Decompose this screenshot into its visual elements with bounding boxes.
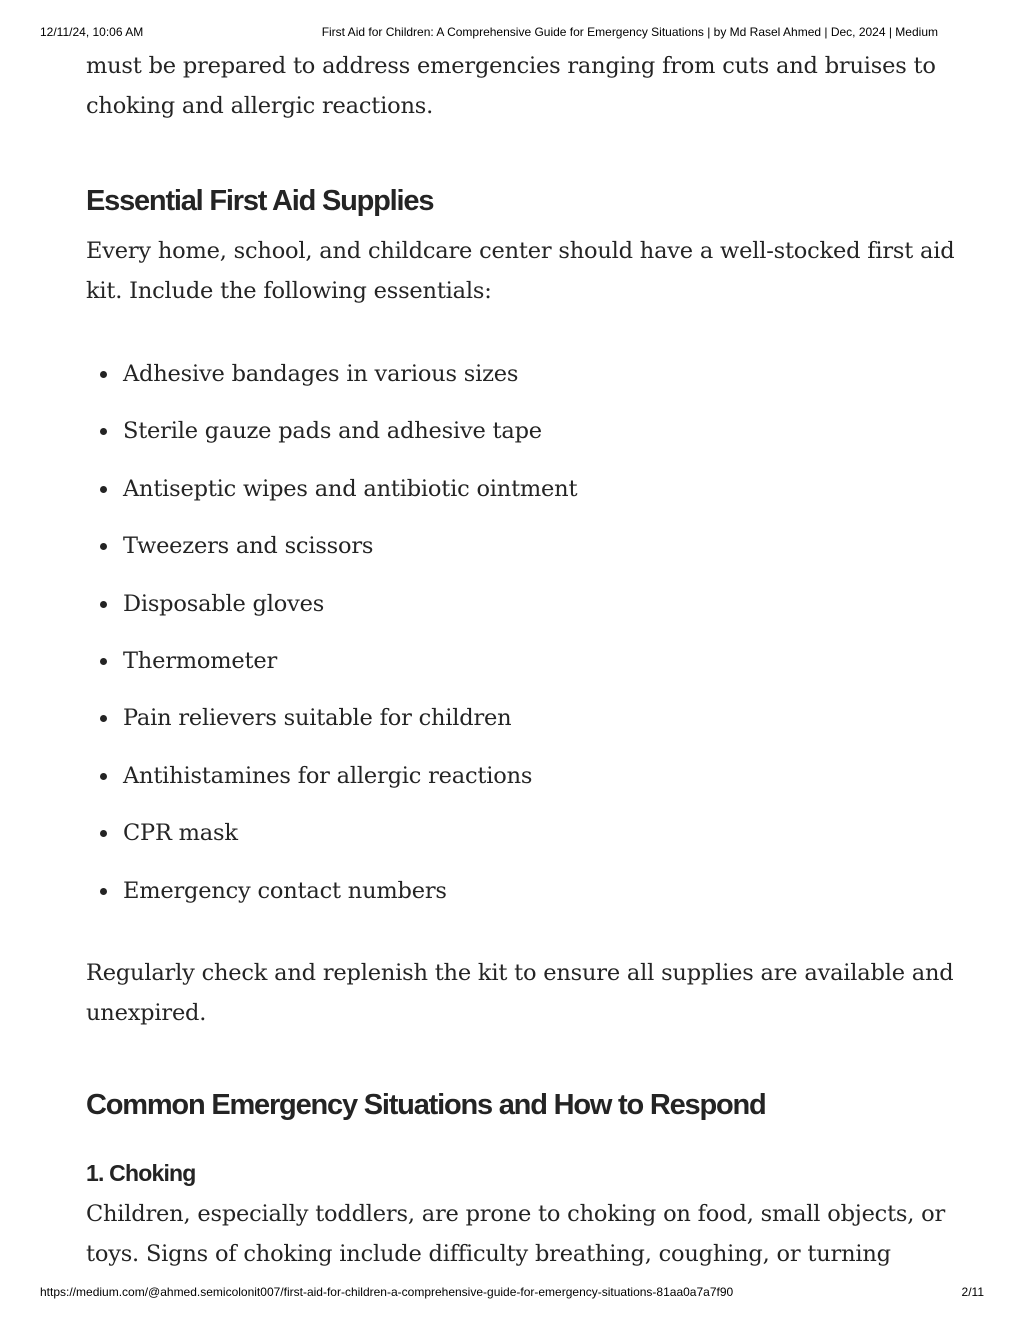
list-item: [86, 818, 956, 848]
list-item-text: Emergency contact numbers: [123, 877, 447, 904]
bullet-icon: [100, 543, 107, 550]
bullet-icon: [100, 486, 107, 493]
list-item: [86, 589, 956, 619]
list-item-text: Thermometer: [123, 647, 278, 674]
bullet-icon: [100, 715, 107, 722]
list-item-text: Sterile gauze pads and adhesive tape: [123, 418, 542, 445]
list-item-text: Antihistamines for allergic reactions: [123, 762, 533, 789]
bullet-icon: [100, 601, 107, 608]
print-datetime: 12/11/24, 10:06 AM: [40, 25, 144, 39]
emergency-heading: Common Emergency Situations and How to Respond: [86, 1088, 766, 1121]
print-page-title: First Aid for Children: A Comprehensive Guide for Emergency Situations | by Md Rasel Ahmed | Dec, 2024 | Medium: [321, 25, 938, 39]
list-item-text: CPR mask: [123, 820, 238, 847]
bullet-icon: [100, 830, 107, 837]
article-body: [86, 46, 956, 1274]
bullet-icon: [100, 371, 107, 378]
list-item: [86, 703, 956, 733]
bullet-icon: [100, 658, 107, 665]
print-header: [40, 25, 938, 39]
choking-paragraph: Children, especially toddlers, are prone to choking on food, small objects, or toys. Signs of choking include difficulty breathing, coughing, or turning: [86, 1200, 946, 1267]
list-item: [86, 646, 956, 676]
print-url: https://medium.com/@ahmed.semicolonit007/first-aid-for-children-a-comprehensive-guide-for-emergency-situations-81aa0a7a7f90: [40, 1285, 734, 1299]
choking-heading: 1. Choking: [86, 1159, 196, 1186]
print-page-number: 2/11: [961, 1285, 984, 1299]
supplies-heading: Essential First Aid Supplies: [86, 185, 434, 217]
supplies-intro-paragraph: Every home, school, and childcare center should have a well-stocked first aid kit. Include the following essentials:: [86, 238, 955, 304]
list-item: [86, 359, 956, 389]
intro-continuation-paragraph: must be prepared to address emergencies ranging from cuts and bruises to choking and allergic reactions.: [86, 53, 936, 119]
bullet-icon: [100, 888, 107, 895]
list-item: [86, 474, 956, 504]
supplies-list: [86, 359, 956, 906]
supplies-outro-paragraph: Regularly check and replenish the kit to ensure all supplies are available and unexpired.: [86, 959, 954, 1026]
list-item: [86, 416, 956, 446]
bullet-icon: [100, 428, 107, 435]
bullet-icon: [100, 773, 107, 780]
list-item-text: Pain relievers suitable for children: [123, 705, 512, 732]
list-item-text: Antiseptic wipes and antibiotic ointment: [123, 475, 578, 502]
list-item: [86, 876, 956, 906]
print-footer: [40, 1285, 984, 1299]
list-item-text: Tweezers and scissors: [123, 533, 374, 560]
list-item-text: Adhesive bandages in various sizes: [123, 361, 519, 387]
list-item: [86, 761, 956, 791]
list-item-text: Disposable gloves: [123, 590, 325, 617]
list-item: [86, 531, 956, 561]
